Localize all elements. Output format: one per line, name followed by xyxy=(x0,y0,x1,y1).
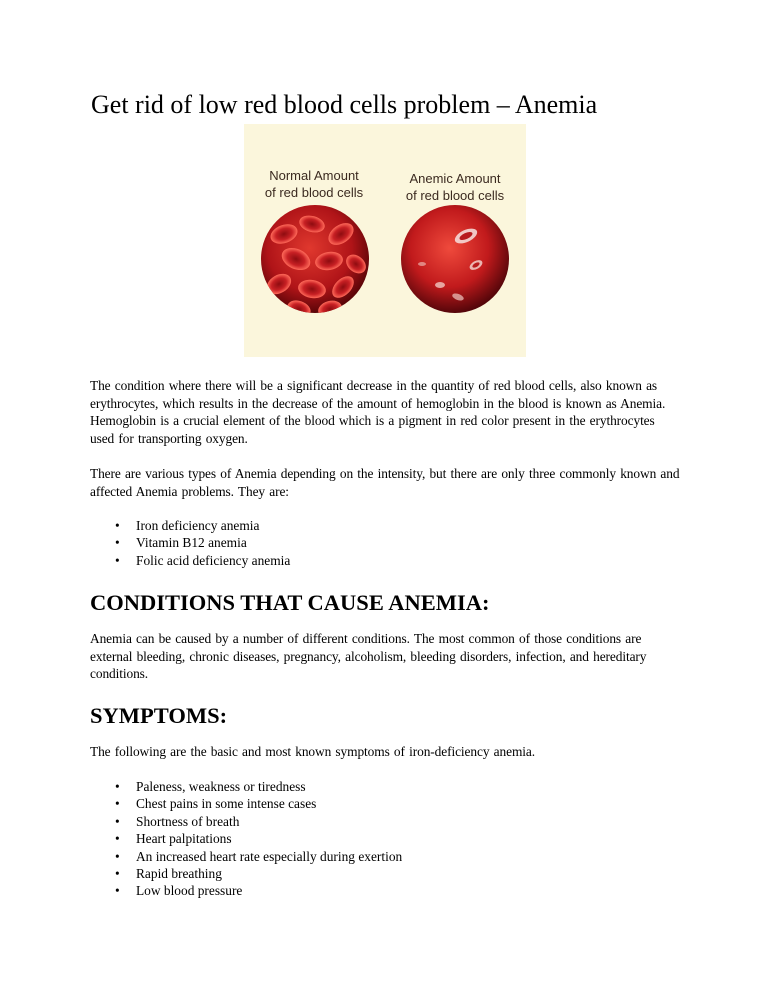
list-item: • Vitamin B12 anemia xyxy=(115,535,247,551)
bullet-icon: • xyxy=(115,831,120,847)
red-blood-cells-figure xyxy=(244,124,526,357)
list-item: • An increased heart rate especially during exertion xyxy=(115,848,403,864)
list-item: • Rapid breathing xyxy=(115,866,222,882)
list-item: • Folic acid deficiency anemia xyxy=(115,552,291,568)
page-title: Get rid of low red blood cells problem – Anemia xyxy=(91,90,598,119)
symptoms-list xyxy=(91,778,402,900)
blood-cells-illustration xyxy=(244,124,526,357)
normal-cells-circle xyxy=(261,205,370,321)
anemic-cells-circle xyxy=(401,205,509,313)
anemic-amount-label: Anemic Amount of red blood cells xyxy=(405,171,505,203)
bullet-icon: • xyxy=(115,813,120,829)
normal-amount-label: Normal Amount of red blood cells xyxy=(264,168,364,200)
list-item: • Heart palpitations xyxy=(115,831,232,847)
intro-paragraph: The condition where there will be a significant decrease in the quantity of red blood cells, also known as erythrocytes, which results in the decrease of the amount of hemoglobin in the blood is known as Anemia. Hemoglobin is a crucial element of the blood which is a pigment in red color present in the erythrocytes used for transporting oxygen. xyxy=(90,378,666,446)
bullet-icon: • xyxy=(115,796,120,812)
anemia-types-list xyxy=(91,517,290,569)
list-item: • Shortness of breath xyxy=(115,813,240,829)
bullet-icon: • xyxy=(115,518,120,533)
bullet-icon: • xyxy=(115,866,120,882)
bullet-icon: • xyxy=(115,535,120,551)
symptoms-intro-paragraph: The following are the basic and most known symptoms of iron-deficiency anemia. xyxy=(90,744,535,759)
bullet-icon: • xyxy=(115,848,120,864)
symptoms-heading: SYMPTOMS: xyxy=(90,703,228,728)
list-item: • Paleness, weakness or tiredness xyxy=(115,779,306,794)
types-intro-paragraph: There are various types of Anemia depending on the intensity, but there are only three commonly known and affected Anemia problems. They are: xyxy=(90,466,680,499)
bullet-icon: • xyxy=(115,552,120,568)
causes-paragraph: Anemia can be caused by a number of different conditions. The most common of those conditions are external bleeding, chronic diseases, pregnancy, alcoholism, bleeding disorders, infection, and hereditary conditions. xyxy=(90,631,647,682)
list-item: • Chest pains in some intense cases xyxy=(115,796,317,812)
bullet-icon: • xyxy=(115,883,120,899)
list-item: • Iron deficiency anemia xyxy=(115,518,260,533)
causes-heading: CONDITIONS THAT CAUSE ANEMIA: xyxy=(90,590,490,615)
list-item: • Low blood pressure xyxy=(115,883,243,899)
bullet-icon: • xyxy=(115,779,120,794)
